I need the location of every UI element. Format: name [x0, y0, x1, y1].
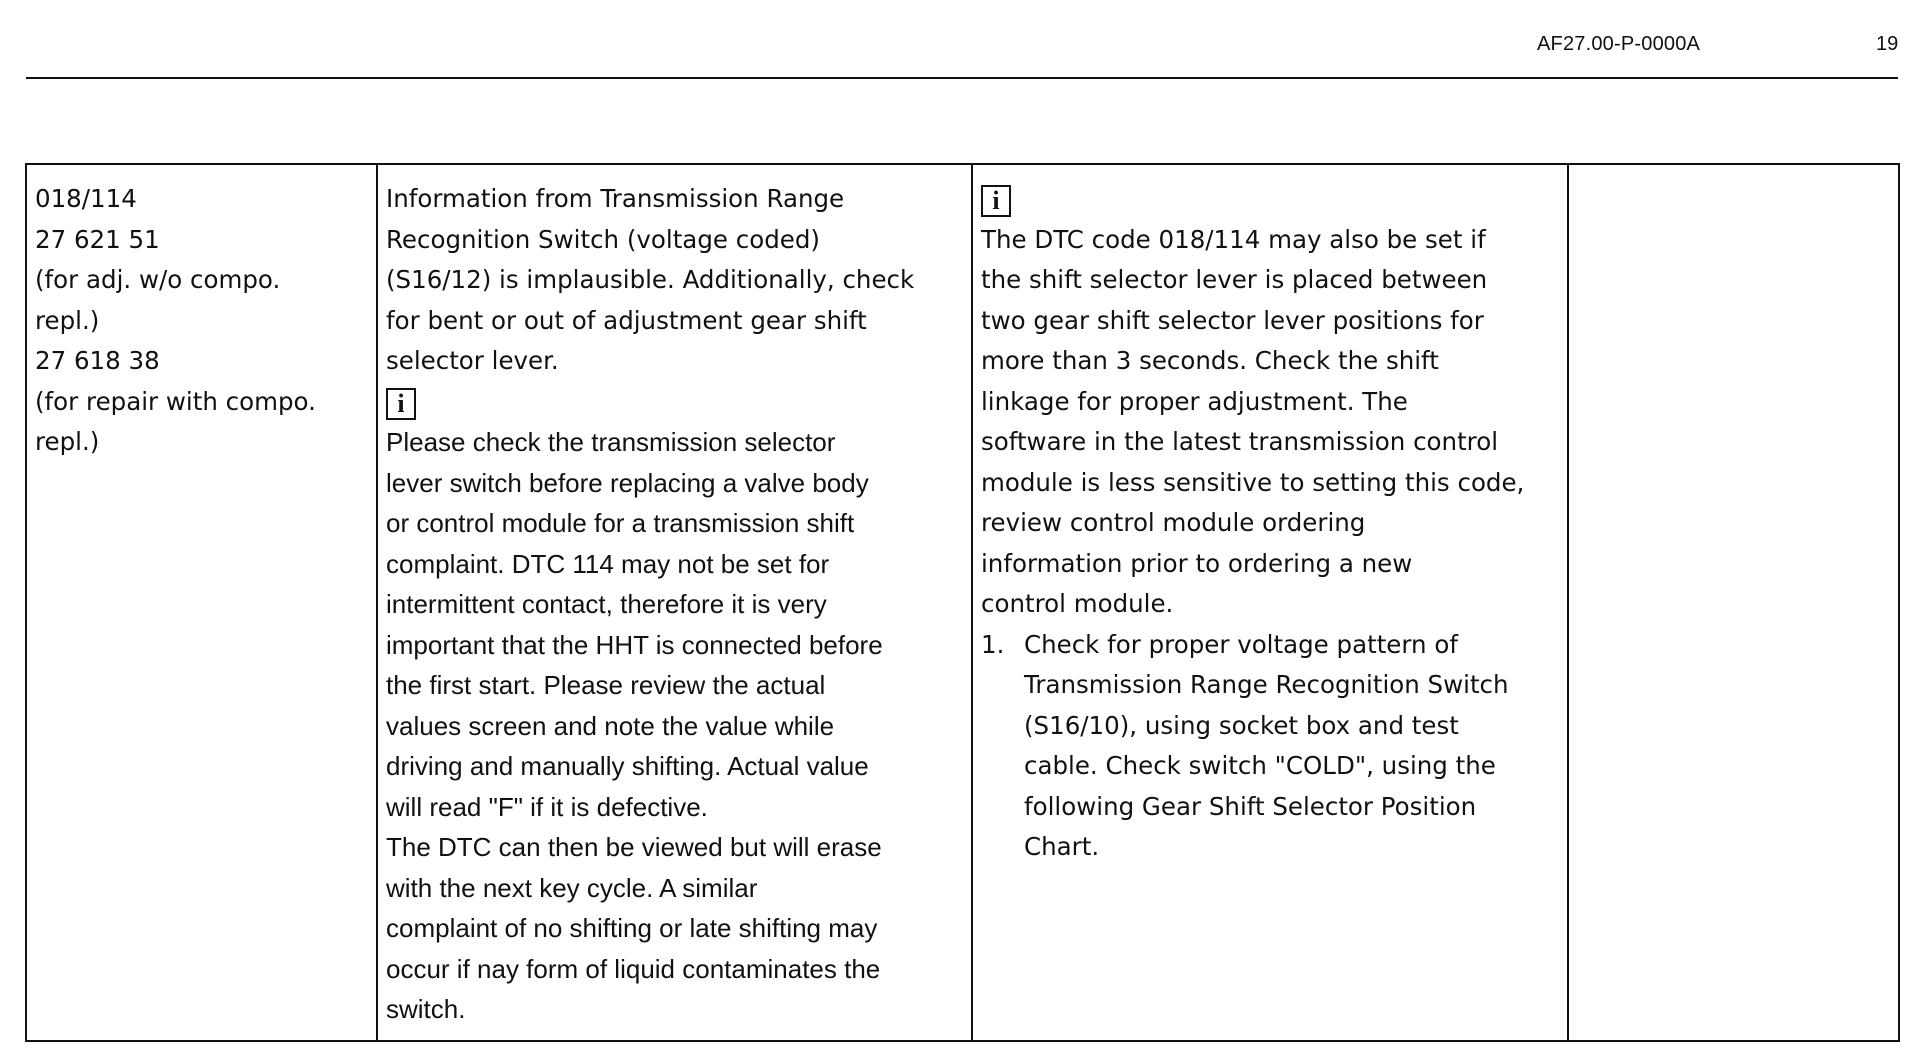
remedy-line: information prior to ordering a new [981, 548, 1413, 578]
note-line: driving and manually shifting. Actual value [386, 751, 869, 781]
note-line: intermittent contact, therefore it is very [386, 589, 827, 619]
remedy-line: review control module ordering [981, 508, 1366, 537]
fault-code-line: (for adj. w/o compo. [35, 265, 281, 294]
fault-code-line: repl.) [35, 427, 100, 456]
fault-code-line: 018/114 [35, 184, 137, 213]
dtc-table [25, 163, 1900, 1042]
remedy-note [981, 220, 1557, 625]
step-number: 1. [981, 629, 1005, 659]
note-line: occur if nay form of liquid contaminates the [386, 953, 881, 984]
step-line: Transmission Range Recognition Switch [1024, 670, 1509, 699]
remedy-line: linkage for proper adjustment. The [981, 386, 1408, 416]
fault-code-line: 27 618 38 [35, 346, 160, 375]
remedy-line: the shift selector lever is placed between [981, 265, 1488, 294]
note-line: lever switch before replacing a valve body [386, 467, 869, 498]
step-line: (S16/10), using socket box and test [1024, 710, 1459, 740]
page-number: 19 [1876, 33, 1899, 55]
info-icon: i [386, 388, 416, 420]
remedy-line: more than 3 seconds. Check the shift [981, 346, 1439, 375]
fault-code-line: 27 621 51 [35, 224, 160, 254]
note-line: complaint of no shifting or late shifting may [386, 913, 878, 943]
fault-code-line: (for repair with compo. [35, 386, 316, 416]
description-line: Information from Transmission Range [386, 184, 845, 213]
table-row [26, 164, 1899, 1041]
document-code: AF27.00-P-0000A [1537, 33, 1701, 55]
remedy-line: two gear shift selector lever positions for [981, 305, 1484, 335]
description-line: for bent or out of adjustment gear shift [386, 305, 867, 335]
info-icon: i [981, 185, 1011, 217]
note-line: important that the HHT is connected before [386, 629, 883, 660]
note-line: switch. [386, 994, 466, 1024]
fault-code-line: repl.) [35, 305, 100, 335]
note-line: with the next key cycle. A similar [386, 872, 758, 903]
step-line: Chart. [1024, 832, 1100, 861]
remedy-cell [972, 164, 1568, 1041]
note-line: complaint. DTC 114 may not be set for [386, 548, 830, 579]
description-line: (S16/12) is implausible. Additionally, check [386, 265, 915, 294]
step-text [1024, 625, 1557, 868]
fault-codes-cell [26, 164, 377, 1041]
description-cell [377, 164, 972, 1041]
description-line: Recognition Switch (voltage coded) [386, 224, 820, 254]
empty-notes-cell [1568, 164, 1899, 1041]
remedy-line: module is less sensitive to setting this code, [981, 467, 1525, 497]
fault-code-list [35, 179, 366, 463]
note-line: the first start. Please review the actual [386, 670, 826, 700]
description-intro [386, 179, 961, 382]
note-line: will read "F" if it is defective. [386, 791, 708, 822]
step-line: cable. Check switch "COLD", using the [1024, 751, 1496, 780]
note-line: or control module for a transmission shift [386, 508, 855, 538]
header-rule [26, 77, 1898, 79]
note-line: Please check the transmission selector [386, 427, 836, 457]
remedy-line: control module. [981, 589, 1174, 618]
step-line: following Gear Shift Selector Position [1024, 791, 1477, 821]
description-note [386, 422, 961, 1030]
note-line: The DTC can then be viewed but will erase [386, 832, 882, 862]
remedy-step [981, 625, 1557, 868]
remedy-line: The DTC code 018/114 may also be set if [981, 224, 1486, 254]
step-line: Check for proper voltage pattern of [1024, 629, 1458, 659]
description-line: selector lever. [386, 346, 559, 375]
note-line: values screen and note the value while [386, 710, 835, 741]
remedy-line: software in the latest transmission control [981, 427, 1499, 456]
